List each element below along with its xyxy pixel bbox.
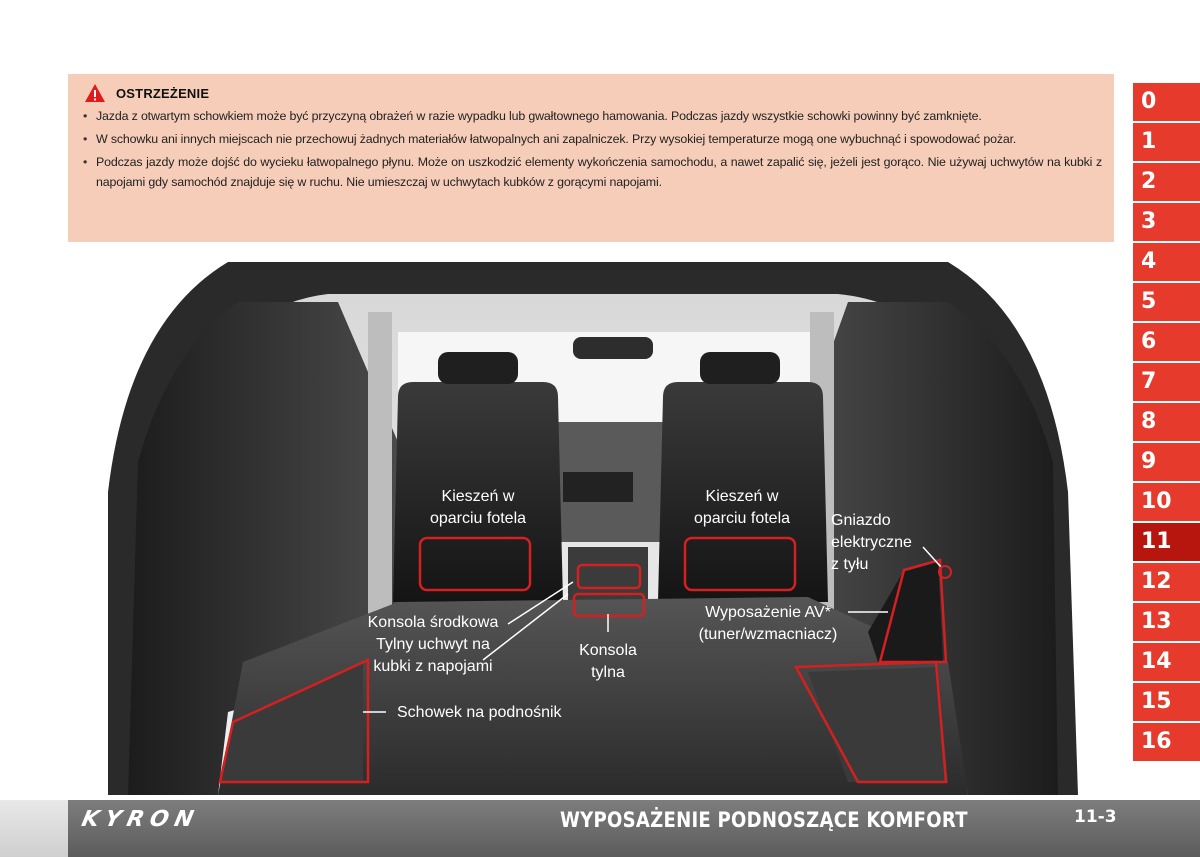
label-seat-pocket-left: Kieszeń w oparciu fotela xyxy=(429,488,527,527)
chapter-tab-16[interactable]: 16 xyxy=(1133,723,1200,761)
chapter-tab-4[interactable]: 4 xyxy=(1133,243,1200,281)
chapter-tab-9[interactable]: 9 xyxy=(1133,443,1200,481)
warning-header xyxy=(80,82,1102,104)
page-number: 11-3 xyxy=(1074,807,1117,827)
section-title: WYPOSAŻENIE PODNOSZĄCE KOMFORT xyxy=(560,808,968,832)
brand-logo: KYRON xyxy=(79,807,202,832)
label-jack-storage: Schowek na podnośnik xyxy=(397,704,562,721)
chapter-tab-13[interactable]: 13 xyxy=(1133,603,1200,641)
label-power-outlet: Gniazdo elektryczne z tyłu xyxy=(831,512,912,573)
chapter-tab-10[interactable]: 10 xyxy=(1133,483,1200,521)
warning-box xyxy=(68,74,1114,242)
label-av-equipment: Wyposażenie AV* (tuner/wzmacniacz) xyxy=(698,604,838,643)
chapter-tab-11[interactable]: 11 xyxy=(1133,523,1200,561)
chapter-tabs xyxy=(1133,83,1200,763)
label-center-console: Konsola środkowa Tylny uchwyt na kubki z napojami xyxy=(367,614,499,675)
chapter-tab-0[interactable]: 0 xyxy=(1133,83,1200,121)
warning-item: • Jazda z otwartym schowkiem może być przyczyną obrażeń w razie wypadku lub gwałtownego hamowania. Podczas jazdy wszystkie schowki powinny być zamknięte. xyxy=(80,106,1102,126)
warning-item: • Podczas jazdy może dojść do wycieku łatwopalnego płynu. Może on uszkodzić elementy wykończenia samochodu, a nawet zapalić się, jeżeli jest gorąco. Nie używaj uchwytów na kubki z napojami gdy samochód znajduje się w ruchu. Nie umieszczaj w uchwytach kubków z gorącymi napojami. xyxy=(80,152,1102,192)
chapter-tab-1[interactable]: 1 xyxy=(1133,123,1200,161)
chapter-tab-7[interactable]: 7 xyxy=(1133,363,1200,401)
chapter-tab-14[interactable]: 14 xyxy=(1133,643,1200,681)
chapter-tab-12[interactable]: 12 xyxy=(1133,563,1200,601)
cargo-illustration xyxy=(68,242,1114,795)
chapter-tab-5[interactable]: 5 xyxy=(1133,283,1200,321)
warning-list xyxy=(80,106,1102,192)
warning-triangle-icon xyxy=(84,83,106,103)
chapter-tab-6[interactable]: 6 xyxy=(1133,323,1200,361)
label-rear-console: Konsola tylna xyxy=(579,642,637,681)
chapter-tab-8[interactable]: 8 xyxy=(1133,403,1200,441)
label-seat-pocket-right: Kieszeń w oparciu fotela xyxy=(693,488,791,527)
chapter-tab-3[interactable]: 3 xyxy=(1133,203,1200,241)
cargo-area-photo xyxy=(68,242,1114,795)
chapter-tab-2[interactable]: 2 xyxy=(1133,163,1200,201)
chapter-tab-15[interactable]: 15 xyxy=(1133,683,1200,721)
warning-item: • W schowku ani innych miejscach nie przechowuj żadnych materiałów łatwopalnych ani zapalniczek. Przy wysokiej temperaturze mogą one wybuchnąć i spowodować pożar. xyxy=(80,129,1102,149)
footer-left-strip xyxy=(0,800,68,857)
warning-title: OSTRZEŻENIE xyxy=(116,85,210,101)
